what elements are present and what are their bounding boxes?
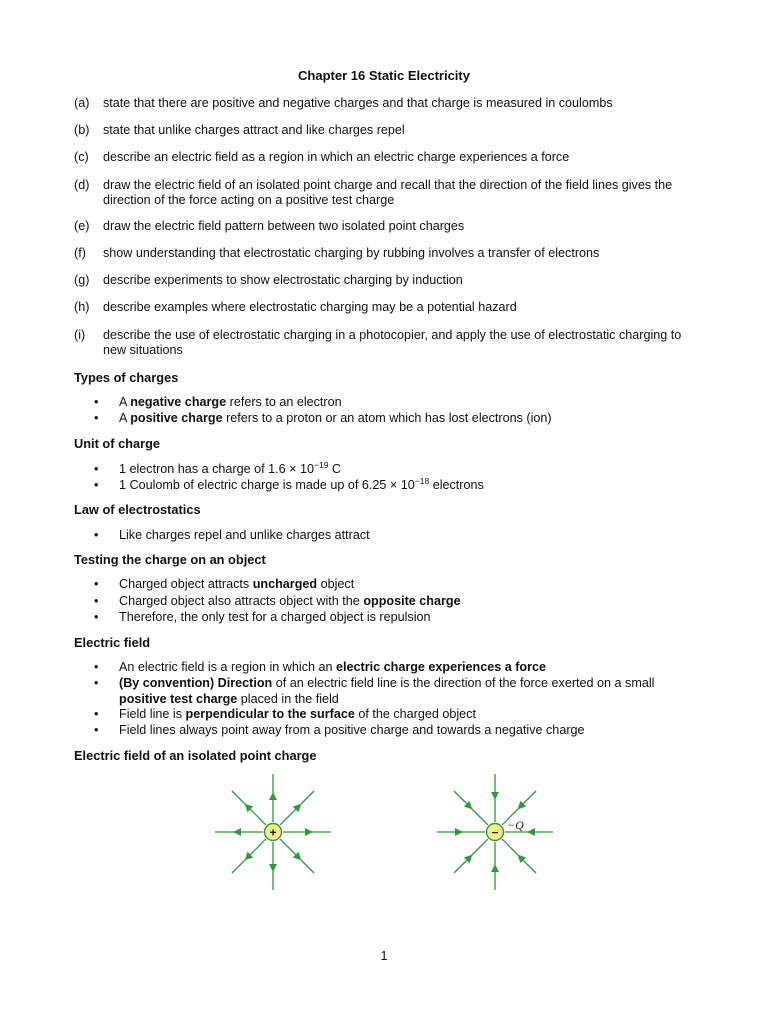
bullet-dot: • xyxy=(94,478,99,492)
bullet-item xyxy=(94,610,694,626)
objective-label: (c) xyxy=(74,150,89,164)
bullet-dot: • xyxy=(94,577,99,591)
text: Charged object attracts xyxy=(119,577,253,591)
objective-label: (h) xyxy=(74,300,90,314)
heading-law-of-electrostatics: Law of electrostatics xyxy=(74,502,201,517)
bullet-dot: • xyxy=(94,660,99,674)
field-arrowhead xyxy=(269,792,277,800)
field-arrowhead xyxy=(491,864,499,872)
text: 1 Coulomb of electric charge is made up of 6.25 × 10 xyxy=(119,478,415,492)
bold-text: opposite charge xyxy=(363,594,461,608)
objective-label: (b) xyxy=(74,123,90,137)
bullet-item xyxy=(94,594,694,610)
heading-types-of-charges: Types of charges xyxy=(74,370,179,385)
bold-text: electric charge experiences a force xyxy=(336,660,547,674)
bullet-dot: • xyxy=(94,395,99,409)
bold-text: positive test charge xyxy=(119,691,238,706)
objective-text: show understanding that electrostatic charging by rubbing involves a transfer of electrons xyxy=(103,246,600,260)
objective-text: describe an electric field as a region in which an electric charge experiences a force xyxy=(103,150,570,164)
text: of the charged object xyxy=(354,707,476,721)
bullet-dot: • xyxy=(94,676,99,690)
bold-text: negative charge xyxy=(130,395,227,409)
text: Charged object also attracts object with the xyxy=(119,594,364,608)
heading-isolated-point-charge: Electric field of an isolated point charge xyxy=(74,748,317,763)
objective-g xyxy=(74,273,694,288)
objective-text: describe examples where electrostatic charging may be a potential hazard xyxy=(103,300,517,314)
bullet-dot: • xyxy=(94,528,99,542)
bullet-dot: • xyxy=(94,610,99,624)
text: object xyxy=(317,577,355,591)
text: electrons xyxy=(429,478,484,492)
page-number: 1 xyxy=(380,949,388,963)
text: C xyxy=(328,462,342,476)
heading-electric-field: Electric field xyxy=(74,635,151,650)
bullet-dot: • xyxy=(94,723,99,737)
negative-sign: − xyxy=(491,825,499,840)
exponent: −19 xyxy=(314,460,329,470)
field-arrowhead xyxy=(305,828,313,836)
objective-a xyxy=(74,96,694,111)
objective-f xyxy=(74,246,694,261)
objective-text: state that there are positive and negative charges and that charge is measured in coulombs xyxy=(103,96,613,110)
text: A xyxy=(119,395,131,409)
text: 1 electron has a charge of 1.6 × 10 xyxy=(119,462,314,476)
text: A xyxy=(119,411,131,425)
objective-label: (g) xyxy=(74,273,90,287)
text: An electric field is a region in which an xyxy=(119,660,337,674)
bullet-item xyxy=(94,462,694,478)
text: Like charges repel and unlike charges attract xyxy=(119,528,370,542)
bullet-item xyxy=(94,660,694,676)
objective-label: (e) xyxy=(74,219,90,233)
page-title: Chapter 16 Static Electricity xyxy=(298,68,470,83)
bullet-item xyxy=(94,577,694,593)
positive-sign: + xyxy=(269,825,277,840)
bullet-item xyxy=(94,723,694,739)
objective-text: draw the electric field of an isolated point charge and recall that the direction of the field lines gives the direction of the force acting on a positive test charge xyxy=(103,178,673,207)
bullet-item xyxy=(94,395,694,411)
heading-testing-the-charge: Testing the charge on an object xyxy=(74,552,266,567)
bullet-item xyxy=(94,478,694,494)
bullet-dot: • xyxy=(94,707,99,721)
field-arrowhead xyxy=(455,828,463,836)
objective-text: state that unlike charges attract and like charges repel xyxy=(103,123,405,137)
objective-d xyxy=(74,178,694,208)
bold-text: perpendicular to the surface xyxy=(185,707,355,721)
bullet-item xyxy=(94,676,694,707)
bullet-item xyxy=(94,528,694,544)
positive-charge-field-diagram xyxy=(200,770,350,900)
text: of an electric field line is the direction of the force exerted on a small xyxy=(272,676,655,690)
field-arrowhead xyxy=(527,828,535,836)
text: placed in the field xyxy=(237,691,339,706)
negative-charge-label: −Q xyxy=(507,818,524,832)
negative-charge-field-diagram xyxy=(420,770,570,900)
text: Field line is xyxy=(119,707,186,721)
text: refers to a proton or an atom which has lost electrons (ion) xyxy=(222,411,552,425)
objective-i xyxy=(74,328,694,358)
bold-text: uncharged xyxy=(252,577,318,591)
bold-text: (By convention) Direction xyxy=(119,676,273,690)
bullet-dot: • xyxy=(94,411,99,425)
bullet-item xyxy=(94,707,694,723)
bold-text: positive charge xyxy=(130,411,223,425)
objective-label: (a) xyxy=(74,96,90,110)
field-arrowhead xyxy=(269,864,277,872)
objective-h xyxy=(74,300,694,315)
bullet-item xyxy=(94,411,694,427)
objective-label: (f) xyxy=(74,246,86,260)
text: refers to an electron xyxy=(226,395,342,409)
exponent: −18 xyxy=(414,476,430,486)
objective-text: describe the use of electrostatic charging in a photocopier, and apply the use of electrostatic charging to new situations xyxy=(103,328,682,357)
objective-label: (i) xyxy=(74,328,86,342)
objective-b xyxy=(74,123,694,138)
objective-e xyxy=(74,219,694,234)
objective-label: (d) xyxy=(74,178,90,192)
heading-unit-of-charge: Unit of charge xyxy=(74,436,161,451)
objective-c xyxy=(74,150,694,165)
field-arrowhead xyxy=(233,828,241,836)
text: Therefore, the only test for a charged object is repulsion xyxy=(119,610,431,624)
bullet-dot: • xyxy=(94,462,99,476)
objective-text: describe experiments to show electrostatic charging by induction xyxy=(103,273,463,287)
field-arrowhead xyxy=(491,792,499,800)
text: Field lines always point away from a positive charge and towards a negative charge xyxy=(119,723,585,737)
bullet-dot: • xyxy=(94,594,99,608)
objective-text: draw the electric field pattern between two isolated point charges xyxy=(103,219,465,233)
